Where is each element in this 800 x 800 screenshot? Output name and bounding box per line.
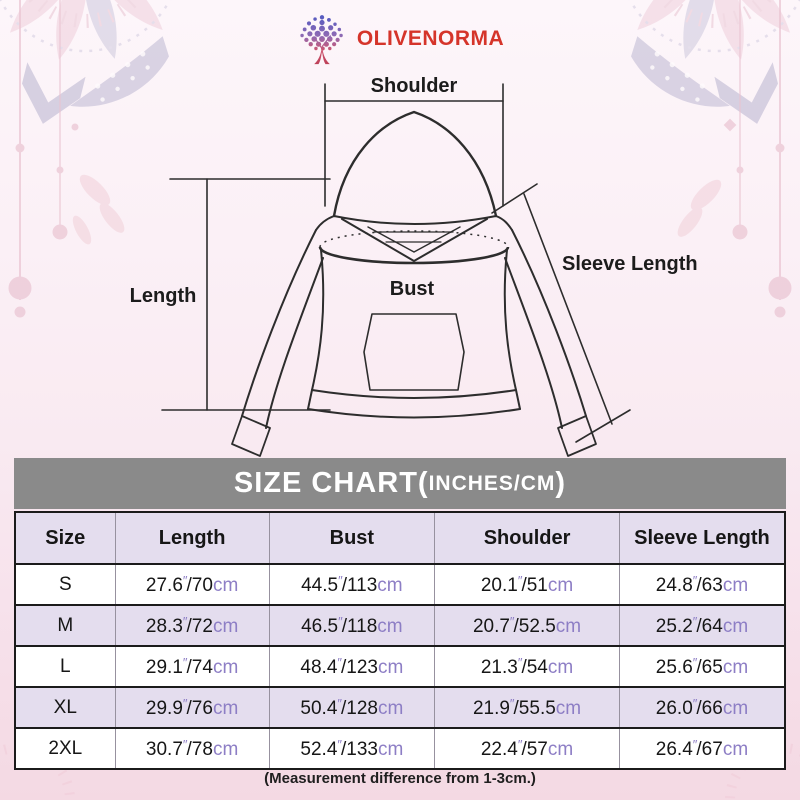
size-label-cell: 2XL xyxy=(15,728,115,769)
size-row-l xyxy=(15,646,785,687)
measurement-cell: 46.5″/118cm xyxy=(269,605,435,646)
measurement-cell: 52.4″/133cm xyxy=(269,728,435,769)
size-row-s xyxy=(15,564,785,605)
size-label-cell: XL xyxy=(15,687,115,728)
measurement-footnote: (Measurement difference from 1-3cm.) xyxy=(264,770,536,787)
shoulder-label: Shoulder xyxy=(370,75,458,97)
title-units: INCHES/CM xyxy=(428,471,556,495)
bust-dotted-line xyxy=(320,231,508,247)
brand-header xyxy=(0,6,800,72)
measurement-cell: 29.9″/76cm xyxy=(115,687,269,728)
column-header-length: Length xyxy=(115,512,269,564)
measurement-cell: 29.1″/74cm xyxy=(115,646,269,687)
length-label: Length xyxy=(129,285,197,307)
size-table xyxy=(14,511,786,770)
column-header-shoulder: Shoulder xyxy=(435,512,620,564)
column-header-sleeve-length: Sleeve Length xyxy=(619,512,785,564)
measurement-cell: 48.4″/123cm xyxy=(269,646,435,687)
size-row-m xyxy=(15,605,785,646)
size-label-cell: M xyxy=(15,605,115,646)
measurement-cell: 50.4″/128cm xyxy=(269,687,435,728)
size-row-2xl xyxy=(15,728,785,769)
title-close: ) xyxy=(555,467,567,499)
sleeve-measure-lines xyxy=(492,184,630,442)
measurement-cell: 25.2″/64cm xyxy=(619,605,785,646)
column-header-bust: Bust xyxy=(269,512,435,564)
measurement-cell: 30.7″/78cm xyxy=(115,728,269,769)
measurement-cell: 20.7″/52.5cm xyxy=(435,605,620,646)
size-row-xl xyxy=(15,687,785,728)
size-chart-title xyxy=(14,458,786,509)
measurement-cell: 44.5″/113cm xyxy=(269,564,435,605)
size-chart-section xyxy=(14,458,786,770)
measurement-cell: 26.0″/66cm xyxy=(619,687,785,728)
brand-name: OLIVENORMA xyxy=(356,27,505,50)
size-label-cell: S xyxy=(15,564,115,605)
measurement-cell: 21.3″/54cm xyxy=(435,646,620,687)
measurement-cell: 27.6″/70cm xyxy=(115,564,269,605)
measurement-cell: 22.4″/57cm xyxy=(435,728,620,769)
measurement-cell: 25.6″/65cm xyxy=(619,646,785,687)
bust-label: Bust xyxy=(389,278,435,300)
measurement-cell: 21.9″/55.5cm xyxy=(435,687,620,728)
brand-tree-icon xyxy=(296,9,348,69)
size-table-body xyxy=(15,564,785,769)
measurement-cell: 20.1″/51cm xyxy=(435,564,620,605)
measurement-cell: 24.8″/63cm xyxy=(619,564,785,605)
shoulder-measure-lines xyxy=(325,84,503,206)
title-main: SIZE CHART( xyxy=(233,467,429,499)
measurement-cell: 28.3″/72cm xyxy=(115,605,269,646)
measurement-cell: 26.4″/67cm xyxy=(619,728,785,769)
sleeve-length-label: Sleeve Length xyxy=(562,253,698,275)
size-table-header-row xyxy=(15,512,785,564)
column-header-size: Size xyxy=(15,512,115,564)
size-label-cell: L xyxy=(15,646,115,687)
